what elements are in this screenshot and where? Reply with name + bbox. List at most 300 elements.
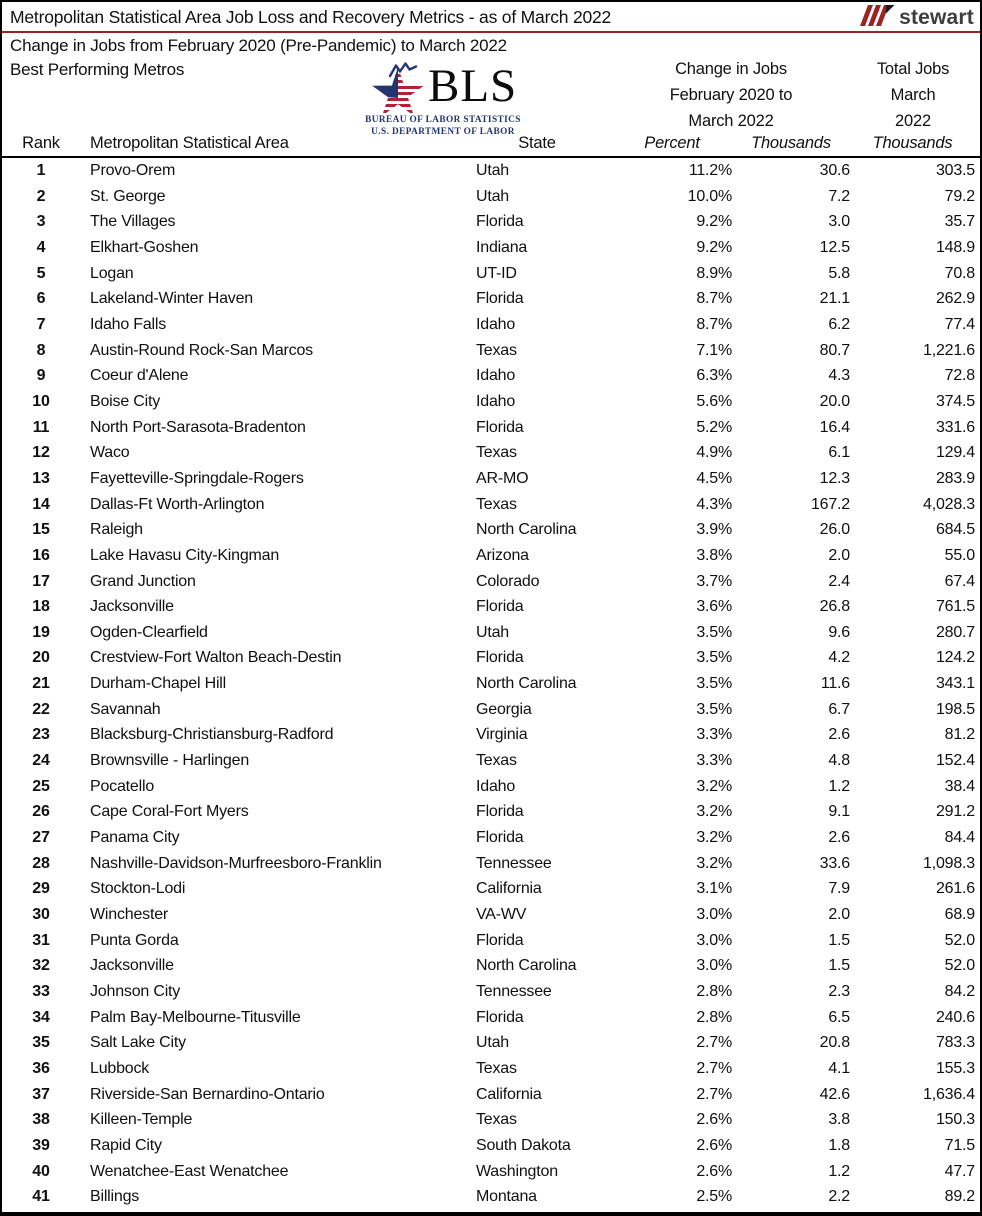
table-row: [2, 184, 980, 210]
table-row: [2, 697, 980, 723]
state-cell: Idaho: [476, 777, 516, 795]
total-thousands-cell: 331.6: [935, 418, 975, 436]
metro-cell: Stockton-Lodi: [90, 880, 186, 898]
table-row: [2, 312, 980, 338]
state-cell: Colorado: [476, 572, 540, 590]
total-thousands-cell: 84.2: [944, 983, 975, 1000]
table-row: [2, 569, 980, 595]
rank-cell: 12: [32, 444, 50, 462]
total-thousands-cell: 47.7: [944, 1162, 975, 1180]
state-cell: Texas: [476, 444, 517, 462]
state-cell: Virginia: [476, 726, 528, 744]
table-row: [2, 543, 980, 569]
thousands-cell: 33.6: [819, 854, 850, 872]
rank-cell: 21: [32, 675, 50, 693]
percent-cell: 11.2%: [688, 162, 732, 179]
metro-cell: Provo-Orem: [90, 162, 176, 179]
state-cell: Tennessee: [476, 983, 552, 1000]
rank-cell: 41: [32, 1188, 50, 1206]
thousands-cell: 12.3: [819, 469, 850, 487]
metro-cell: St. George: [90, 187, 166, 205]
rank-cell: 3: [36, 213, 46, 231]
state-cell: Texas: [476, 495, 517, 513]
table-row: [2, 928, 980, 954]
thousands-cell: 9.6: [828, 623, 850, 641]
state-cell: Florida: [476, 829, 524, 847]
table-row: [2, 620, 980, 646]
rank-cell: 17: [32, 572, 50, 590]
state-cell: Florida: [476, 931, 524, 949]
thousands-cell: 16.4: [819, 418, 850, 436]
table-row: [2, 876, 980, 902]
total-thousands-cell: 783.3: [935, 1034, 975, 1052]
table-row: [2, 1159, 980, 1185]
thousands-cell: 30.6: [819, 162, 850, 179]
table-row: [2, 825, 980, 851]
percent-cell: 4.3%: [696, 495, 732, 513]
thousands-cell: 5.8: [828, 264, 850, 282]
rank-cell: 39: [32, 1136, 50, 1154]
metro-cell: Blacksburg-Christiansburg-Radford: [90, 726, 334, 744]
total-thousands-cell: 129.4: [935, 444, 975, 462]
metro-cell: Jacksonville: [90, 598, 174, 616]
rank-cell: 25: [32, 777, 50, 795]
percent-cell: 2.7%: [696, 1085, 732, 1103]
table-row: [2, 1107, 980, 1133]
rank-cell: 32: [32, 957, 50, 975]
table-row: [2, 492, 980, 518]
table-row: [2, 158, 980, 184]
thousands-cell: 2.3: [828, 983, 850, 1000]
total-thousands-cell: 38.4: [944, 777, 975, 795]
thousands-cell: 6.7: [828, 700, 850, 718]
percent-cell: 2.7%: [696, 1059, 732, 1077]
rank-cell: 13: [32, 469, 50, 487]
table-row: [2, 517, 980, 543]
bls-acronym: BLS: [428, 60, 518, 112]
table-row: [2, 466, 980, 492]
percent-cell: 2.8%: [696, 983, 732, 1000]
metro-cell: Waco: [90, 444, 130, 462]
table-row: [2, 799, 980, 825]
total-thousands-cell: 79.2: [944, 187, 975, 205]
rank-cell: 15: [32, 521, 50, 539]
rank-cell: 18: [32, 598, 50, 616]
table-row: [2, 1184, 980, 1210]
state-cell: Florida: [476, 649, 524, 667]
table-row: [2, 235, 980, 261]
metro-cell: Austin-Round Rock-San Marcos: [90, 341, 313, 359]
percent-cell: 2.7%: [696, 1034, 732, 1052]
total-thousands-cell: 155.3: [935, 1059, 975, 1077]
state-cell: Washington: [476, 1162, 558, 1180]
rank-cell: 7: [36, 315, 46, 333]
metro-cell: Crestview-Fort Walton Beach-Destin: [90, 649, 342, 667]
rank-cell: 37: [32, 1085, 50, 1103]
total-thousands-cell: 81.2: [944, 726, 975, 744]
bls-caption-bureau: BUREAU OF LABOR STATISTICS: [365, 115, 521, 125]
rank-cell: 26: [32, 803, 50, 821]
state-cell: North Carolina: [476, 957, 577, 975]
column-header-metro: Metropolitan Statistical Area: [90, 134, 289, 152]
percent-cell: 3.1%: [696, 880, 732, 898]
table-row: [2, 440, 980, 466]
percent-cell: 3.5%: [696, 675, 732, 693]
state-cell: Idaho: [476, 315, 516, 333]
thousands-cell: 1.2: [828, 1162, 850, 1180]
rank-cell: 9: [36, 367, 46, 385]
state-cell: Florida: [476, 598, 524, 616]
thousands-cell: 3.0: [828, 213, 850, 231]
rank-cell: 4: [36, 238, 46, 256]
state-cell: Texas: [476, 1059, 517, 1077]
rank-cell: 5: [36, 264, 46, 282]
jobs-table-body: [2, 158, 980, 1210]
rank-cell: 36: [32, 1059, 50, 1077]
table-row: [2, 338, 980, 364]
rank-cell: 19: [32, 623, 50, 641]
rank-cell: 38: [32, 1111, 50, 1129]
column-header-state: State: [518, 134, 556, 152]
metro-cell: Johnson City: [90, 983, 181, 1000]
thousands-cell: 2.4: [828, 572, 850, 590]
state-cell: Idaho: [476, 367, 516, 385]
metro-cell: Durham-Chapel Hill: [90, 675, 227, 693]
percent-cell: 4.5%: [696, 469, 732, 487]
metro-cell: North Port-Sarasota-Bradenton: [90, 418, 306, 436]
percent-cell: 3.3%: [696, 752, 732, 770]
metro-cell: Savannah: [90, 700, 161, 718]
total-thousands-cell: 68.9: [944, 906, 975, 924]
stewart-stripes-icon: [860, 4, 897, 32]
total-thousands-cell: 124.2: [935, 649, 975, 667]
thousands-cell: 6.5: [828, 1008, 850, 1026]
thousands-cell: 2.6: [828, 726, 850, 744]
state-cell: Utah: [476, 187, 509, 205]
thousands-cell: 26.8: [819, 598, 850, 616]
table-row: [2, 671, 980, 697]
rank-cell: 31: [32, 931, 50, 949]
table-row: [2, 286, 980, 312]
total-thousands-cell: 52.0: [944, 931, 975, 949]
percent-cell: 8.7%: [696, 290, 732, 308]
percent-cell: 2.6%: [696, 1111, 732, 1129]
state-cell: California: [476, 880, 542, 898]
table-row: [2, 209, 980, 235]
metro-cell: Elkhart-Goshen: [90, 238, 199, 256]
thousands-cell: 7.9: [828, 880, 850, 898]
thousands-cell: 2.6: [828, 829, 850, 847]
metro-cell: Idaho Falls: [90, 315, 167, 333]
total-thousands-cell: 84.4: [944, 829, 975, 847]
thousands-cell: 6.1: [828, 444, 850, 462]
state-cell: South Dakota: [476, 1136, 571, 1154]
rank-cell: 30: [32, 906, 50, 924]
thousands-cell: 3.8: [828, 1111, 850, 1129]
page-title: Metropolitan Statistical Area Job Loss and Recovery Metrics - as of March 2022: [10, 7, 612, 27]
state-cell: Florida: [476, 803, 524, 821]
rank-cell: 34: [32, 1008, 50, 1026]
state-cell: Florida: [476, 418, 524, 436]
percent-cell: 5.6%: [696, 392, 732, 410]
metro-cell: Fayetteville-Springdale-Rogers: [90, 469, 304, 487]
total-thousands-cell: 374.5: [935, 392, 975, 410]
table-row: [2, 1133, 980, 1159]
state-cell: North Carolina: [476, 521, 577, 539]
total-thousands-cell: 262.9: [935, 290, 975, 308]
stewart-logo: [860, 6, 974, 30]
thousands-cell: 21.1: [819, 290, 850, 308]
metro-cell: Coeur d'Alene: [90, 367, 189, 385]
state-cell: Georgia: [476, 700, 532, 718]
metro-cell: Brownsville - Harlingen: [90, 752, 250, 770]
thousands-cell: 2.2: [828, 1188, 850, 1206]
table-row: [2, 1005, 980, 1031]
rank-cell: 33: [32, 983, 50, 1000]
state-cell: North Carolina: [476, 675, 577, 693]
percent-cell: 3.0%: [696, 906, 732, 924]
thousands-cell: 167.2: [810, 495, 850, 513]
rank-cell: 28: [32, 854, 50, 872]
metro-cell: Pocatello: [90, 777, 155, 795]
rank-cell: 22: [32, 700, 50, 718]
column-header-row: [2, 132, 975, 155]
total-thousands-cell: 291.2: [935, 803, 975, 821]
table-row: [2, 748, 980, 774]
thousands-cell: 80.7: [819, 341, 850, 359]
total-thousands-cell: 280.7: [935, 623, 975, 641]
column-header-thousands: Thousands: [751, 134, 831, 152]
percent-cell: 9.2%: [696, 213, 732, 231]
thousands-cell: 7.2: [828, 187, 850, 205]
metro-cell: Jacksonville: [90, 957, 174, 975]
rank-cell: 27: [32, 829, 50, 847]
total-thousands-cell: 240.6: [935, 1008, 975, 1026]
state-cell: Utah: [476, 623, 509, 641]
thousands-cell: 1.5: [828, 931, 850, 949]
total-thousands-cell: 148.9: [935, 238, 975, 256]
total-thousands-cell: 303.5: [935, 162, 975, 179]
percent-cell: 3.0%: [696, 931, 732, 949]
column-header-rank: Rank: [22, 134, 60, 152]
state-cell: Florida: [476, 1008, 524, 1026]
percent-cell: 3.5%: [696, 649, 732, 667]
thousands-cell: 42.6: [819, 1085, 850, 1103]
total-thousands-cell: 52.0: [944, 957, 975, 975]
percent-cell: 2.8%: [696, 1008, 732, 1026]
metro-cell: Boise City: [90, 392, 161, 410]
rank-cell: 10: [32, 392, 50, 410]
total-thousands-cell: 4,028.3: [923, 495, 975, 513]
total-thousands-cell: 89.2: [944, 1188, 975, 1206]
table-row: [2, 774, 980, 800]
percent-cell: 3.3%: [696, 726, 732, 744]
table-row: [2, 851, 980, 877]
total-thousands-cell: 761.5: [935, 598, 975, 616]
bls-caption-department: U.S. DEPARTMENT OF LABOR: [371, 126, 515, 137]
state-cell: Florida: [476, 213, 524, 231]
thousands-cell: 1.2: [828, 777, 850, 795]
thousands-cell: 12.5: [819, 238, 850, 256]
total-thousands-cell: 198.5: [935, 700, 975, 718]
percent-cell: 3.7%: [696, 572, 732, 590]
state-cell: Arizona: [476, 546, 529, 564]
metro-cell: Grand Junction: [90, 572, 196, 590]
state-cell: California: [476, 1085, 542, 1103]
rank-cell: 6: [36, 290, 46, 308]
table-row: [2, 389, 980, 415]
metro-cell: Salt Lake City: [90, 1034, 186, 1052]
metro-cell: Riverside-San Bernardino-Ontario: [90, 1085, 325, 1103]
total-thousands-cell: 1,636.4: [923, 1085, 975, 1103]
table-row: [2, 953, 980, 979]
thousands-cell: 4.2: [828, 649, 850, 667]
percent-cell: 3.2%: [696, 803, 732, 821]
table-row: [2, 902, 980, 928]
title-divider-rule: [2, 31, 980, 34]
total-thousands-cell: 283.9: [935, 469, 975, 487]
table-row: [2, 261, 980, 287]
state-cell: UT-ID: [476, 264, 517, 282]
thousands-cell: 4.3: [828, 367, 850, 385]
subtitle-change-in-jobs: Change in Jobs from February 2020 (Pre-Pandemic) to March 2022: [10, 36, 507, 55]
thousands-cell: 4.1: [828, 1059, 850, 1077]
subtitle-best-performing: Best Performing Metros: [10, 60, 185, 79]
rank-cell: 23: [32, 726, 50, 744]
metro-cell: Dallas-Ft Worth-Arlington: [90, 495, 265, 513]
metro-cell: Lake Havasu City-Kingman: [90, 546, 280, 564]
table-row: [2, 645, 980, 671]
thousands-cell: 20.8: [819, 1034, 850, 1052]
rank-cell: 14: [32, 495, 50, 513]
percent-cell: 6.3%: [696, 367, 732, 385]
group-header-total-jobs: Total Jobs March 2022: [876, 60, 950, 130]
percent-cell: 2.6%: [696, 1136, 732, 1154]
table-row: [2, 363, 980, 389]
table-row: [2, 1082, 980, 1108]
total-thousands-cell: 55.0: [944, 546, 975, 564]
rank-cell: 24: [32, 752, 50, 770]
column-header-percent: Percent: [644, 134, 700, 152]
metro-cell: Wenatchee-East Wenatchee: [90, 1162, 289, 1180]
metro-cell: Billings: [90, 1188, 140, 1206]
metro-cell: The Villages: [90, 213, 176, 231]
rank-cell: 29: [32, 880, 50, 898]
table-row: [2, 594, 980, 620]
percent-cell: 2.5%: [696, 1188, 732, 1206]
percent-cell: 3.8%: [696, 546, 732, 564]
metro-cell: Lakeland-Winter Haven: [90, 290, 253, 308]
metro-cell: Panama City: [90, 829, 180, 847]
state-cell: Texas: [476, 1111, 517, 1129]
total-thousands-cell: 35.7: [944, 213, 975, 231]
thousands-cell: 6.2: [828, 315, 850, 333]
state-cell: Utah: [476, 1034, 509, 1052]
percent-cell: 4.9%: [696, 444, 732, 462]
column-header-total-thousands: Thousands: [872, 134, 953, 152]
table-row: [2, 722, 980, 748]
percent-cell: 2.6%: [696, 1162, 732, 1180]
table-row: [2, 1030, 980, 1056]
total-thousands-cell: 72.8: [944, 367, 975, 385]
rank-cell: 40: [32, 1162, 50, 1180]
thousands-cell: 2.0: [828, 546, 850, 564]
rank-cell: 11: [32, 418, 50, 436]
total-thousands-cell: 150.3: [935, 1111, 975, 1129]
thousands-cell: 9.1: [828, 803, 850, 821]
percent-cell: 3.5%: [696, 700, 732, 718]
rank-cell: 1: [36, 162, 46, 179]
state-cell: Tennessee: [476, 854, 552, 872]
total-thousands-cell: 343.1: [935, 675, 975, 693]
percent-cell: 9.2%: [696, 238, 732, 256]
thousands-cell: 4.8: [828, 752, 850, 770]
percent-cell: 3.2%: [696, 777, 732, 795]
total-thousands-cell: 70.8: [944, 264, 975, 282]
state-cell: Texas: [476, 752, 517, 770]
metro-cell: Nashville-Davidson-Murfreesboro-Franklin: [90, 854, 382, 872]
metro-cell: Palm Bay-Melbourne-Titusville: [90, 1008, 301, 1026]
metro-cell: Killeen-Temple: [90, 1111, 193, 1129]
thousands-cell: 2.0: [828, 906, 850, 924]
rank-cell: 16: [32, 546, 50, 564]
state-cell: Montana: [476, 1188, 537, 1206]
state-cell: Utah: [476, 162, 509, 179]
metro-cell: Punta Gorda: [90, 931, 179, 949]
state-cell: Idaho: [476, 392, 516, 410]
total-thousands-cell: 152.4: [935, 752, 975, 770]
metro-cell: Cape Coral-Fort Myers: [90, 803, 249, 821]
thousands-cell: 1.5: [828, 957, 850, 975]
rank-cell: 35: [32, 1034, 50, 1052]
total-thousands-cell: 261.6: [935, 880, 975, 898]
percent-cell: 10.0%: [687, 187, 732, 205]
group-header-change-jobs: Change in Jobs February 2020 to March 2022: [669, 60, 793, 130]
percent-cell: 3.2%: [696, 854, 732, 872]
metro-cell: Lubbock: [90, 1059, 150, 1077]
state-cell: Indiana: [476, 238, 528, 256]
percent-cell: 3.9%: [696, 521, 732, 539]
rank-cell: 2: [36, 187, 46, 205]
total-thousands-cell: 71.5: [944, 1136, 975, 1154]
metro-cell: Raleigh: [90, 521, 143, 539]
stewart-wordmark: stewart: [899, 6, 974, 29]
total-thousands-cell: 684.5: [935, 521, 975, 539]
metro-cell: Rapid City: [90, 1136, 162, 1154]
percent-cell: 5.2%: [696, 418, 732, 436]
thousands-cell: 20.0: [819, 392, 850, 410]
metro-cell: Winchester: [90, 906, 169, 924]
rank-cell: 20: [32, 649, 50, 667]
percent-cell: 8.7%: [696, 315, 732, 333]
table-row: [2, 1056, 980, 1082]
total-thousands-cell: 1,098.3: [923, 854, 975, 872]
state-cell: VA-WV: [476, 906, 527, 924]
metro-cell: Ogden-Clearfield: [90, 623, 208, 641]
total-thousands-cell: 77.4: [944, 315, 975, 333]
metro-cell: Logan: [90, 264, 134, 282]
total-thousands-cell: 1,221.6: [923, 341, 975, 359]
total-thousands-cell: 67.4: [944, 572, 975, 590]
state-cell: Texas: [476, 341, 517, 359]
table-row: [2, 979, 980, 1005]
thousands-cell: 1.8: [828, 1136, 850, 1154]
rank-cell: 8: [36, 341, 46, 359]
percent-cell: 8.9%: [696, 264, 732, 282]
percent-cell: 3.0%: [696, 957, 732, 975]
state-cell: AR-MO: [476, 469, 529, 487]
bls-logo: [365, 60, 521, 138]
